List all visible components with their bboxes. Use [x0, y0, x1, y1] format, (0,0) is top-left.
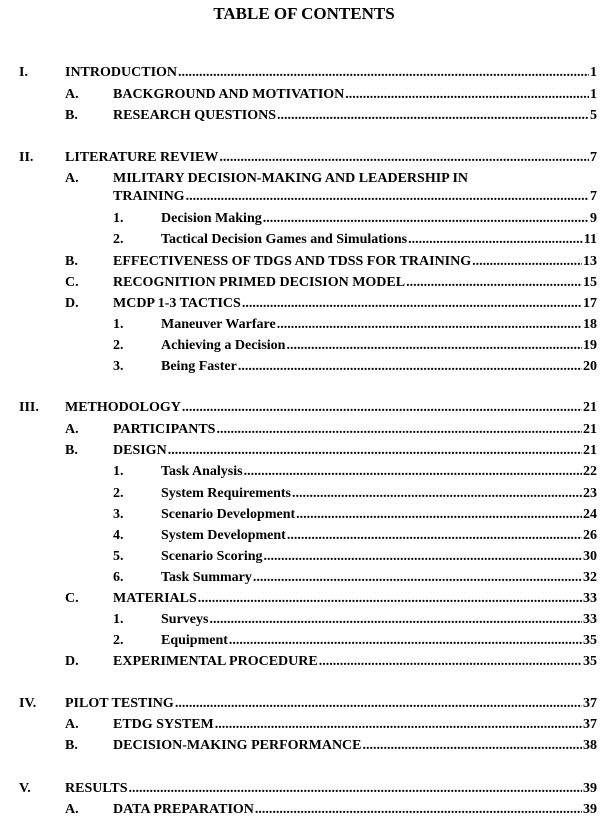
toc-page-number: 24	[583, 507, 597, 522]
toc-label: System Development	[161, 528, 286, 543]
toc-page-number: 11	[583, 232, 597, 247]
toc-entry-system-requirements[interactable]	[113, 485, 597, 503]
toc-number: 4.	[113, 528, 124, 543]
toc-leader-dots	[296, 506, 582, 524]
toc-label: LITERATURE REVIEW	[65, 150, 219, 165]
toc-leader-dots	[277, 107, 589, 125]
toc-entry-background[interactable]	[65, 86, 597, 104]
toc-entry-system-development[interactable]	[113, 527, 597, 545]
toc-entry-pilot-testing[interactable]	[19, 695, 597, 713]
toc-entry-task-summary[interactable]	[113, 569, 597, 587]
toc-number: 1.	[113, 464, 124, 479]
toc-number: V.	[19, 781, 31, 796]
toc-label: Being Faster	[161, 359, 237, 374]
toc-label: PARTICIPANTS	[113, 422, 216, 437]
toc-number: III.	[19, 400, 39, 415]
toc-entry-data-preparation[interactable]	[65, 801, 597, 819]
toc-page-number: 26	[583, 528, 597, 543]
toc-number: 3.	[113, 507, 124, 522]
toc-page-number: 15	[583, 275, 597, 290]
toc-label: MATERIALS	[113, 591, 197, 606]
toc-leader-dots	[406, 274, 582, 292]
toc-number: D.	[65, 654, 79, 669]
toc-entry-etdg-system[interactable]	[65, 716, 597, 734]
toc-label: Equipment	[161, 633, 228, 648]
toc-page-number: 21	[583, 400, 597, 415]
toc-leader-dots	[209, 611, 582, 629]
toc-leader-dots	[238, 358, 582, 376]
toc-entry-materials[interactable]	[65, 590, 597, 608]
toc-entry-task-analysis[interactable]	[113, 463, 597, 481]
toc-label: Decision Making	[161, 211, 262, 226]
toc-label-continued: TRAINING	[113, 189, 185, 204]
toc-leader-dots	[253, 569, 582, 587]
toc-page-number: 37	[583, 717, 597, 732]
toc-number: 6.	[113, 570, 124, 585]
toc-page-number: 22	[583, 464, 597, 479]
toc-entry-recognition-primed[interactable]	[65, 274, 597, 292]
toc-label: PILOT TESTING	[65, 696, 174, 711]
toc-number: 2.	[113, 633, 124, 648]
toc-page-number: 38	[583, 738, 597, 753]
toc-label: Scenario Development	[161, 507, 296, 522]
toc-page-number: 35	[583, 633, 597, 648]
toc-entry-research-questions[interactable]	[65, 107, 597, 125]
toc-page-number: 37	[583, 696, 597, 711]
toc-number: B.	[65, 254, 78, 269]
toc-page-number: 33	[583, 591, 597, 606]
toc-label: Task Analysis	[161, 464, 243, 479]
toc-page-number: 39	[583, 781, 597, 796]
toc-label: EFFECTIVENESS OF TDGS AND TDSS FOR TRAINING	[113, 254, 472, 269]
toc-page-number: 39	[583, 802, 597, 817]
toc-entry-literature-review[interactable]	[19, 149, 597, 167]
toc-page-number: 33	[583, 612, 597, 627]
toc-number: I.	[19, 65, 28, 80]
toc-number: 3.	[113, 359, 124, 374]
toc-leader-dots	[287, 527, 582, 545]
toc-page-number: 17	[583, 296, 597, 311]
toc-leader-dots	[244, 463, 582, 481]
toc-entry-military-decision-making[interactable]	[65, 170, 597, 188]
toc-page-number: 1	[590, 87, 597, 102]
toc-number: 1.	[113, 211, 124, 226]
toc-entry-experimental-procedure[interactable]	[65, 653, 597, 671]
toc-entry-equipment[interactable]	[113, 632, 597, 650]
toc-number: 2.	[113, 338, 124, 353]
toc-number: 5.	[113, 549, 124, 564]
toc-leader-dots	[129, 780, 582, 798]
toc-entry-being-faster[interactable]	[113, 358, 597, 376]
toc-number: A.	[65, 717, 79, 732]
toc-entry-methodology[interactable]	[19, 399, 597, 417]
toc-page-number: 20	[583, 359, 597, 374]
toc-leader-dots	[319, 653, 582, 671]
toc-number: IV.	[19, 696, 37, 711]
toc-page-number: 21	[583, 422, 597, 437]
toc-number: C.	[65, 591, 79, 606]
toc-entry-mcdp-tactics[interactable]	[65, 295, 597, 313]
toc-label: DATA PREPARATION	[113, 802, 254, 817]
toc-label: Surveys	[161, 612, 209, 627]
toc-number: A.	[65, 87, 79, 102]
toc-number: B.	[65, 108, 78, 123]
toc-label: INTRODUCTION	[65, 65, 178, 80]
toc-entry-achieving-decision[interactable]	[113, 337, 597, 355]
toc-page-number: 30	[583, 549, 597, 564]
toc-label: BACKGROUND AND MOTIVATION	[113, 87, 345, 102]
toc-leader-dots	[264, 548, 583, 566]
toc-number: 1.	[113, 317, 124, 332]
toc-label: METHODOLOGY	[65, 400, 181, 415]
toc-leader-dots	[277, 316, 582, 334]
toc-number: 2.	[113, 232, 124, 247]
toc-entry-scenario-scoring[interactable]	[113, 548, 597, 566]
toc-leader-dots	[286, 337, 582, 355]
toc-entry-scenario-development[interactable]	[113, 506, 597, 524]
toc-number: B.	[65, 443, 78, 458]
toc-leader-dots	[216, 421, 582, 439]
toc-number: A.	[65, 422, 79, 437]
toc-label: Achieving a Decision	[161, 338, 286, 353]
toc-label: Tactical Decision Games and Simulations	[161, 232, 408, 247]
toc-number: II.	[19, 150, 34, 165]
toc-number: A.	[65, 171, 79, 186]
toc-page-number: 18	[583, 317, 597, 332]
toc-label: EXPERIMENTAL PROCEDURE	[113, 654, 318, 669]
toc-page-number: 9	[590, 211, 597, 226]
toc-label: Maneuver Warfare	[161, 317, 276, 332]
toc-number: 1.	[113, 612, 124, 627]
toc-leader-dots	[198, 590, 582, 608]
toc-leader-dots	[345, 86, 589, 104]
toc-leader-dots	[229, 632, 582, 650]
toc-entry-surveys[interactable]	[113, 611, 597, 629]
toc-leader-dots	[242, 295, 582, 313]
toc-entry-design[interactable]	[65, 442, 597, 460]
toc-page-number: 21	[583, 443, 597, 458]
toc-leader-dots	[255, 801, 582, 819]
toc-label: ETDG SYSTEM	[113, 717, 214, 732]
page-title: TABLE OF CONTENTS	[213, 4, 395, 23]
toc-label: MILITARY DECISION-MAKING AND LEADERSHIP IN	[113, 171, 468, 186]
toc-label: DESIGN	[113, 443, 167, 458]
toc-leader-dots	[363, 737, 583, 755]
toc-number: C.	[65, 275, 79, 290]
toc-entry-tactical-decision-games[interactable]	[113, 231, 597, 249]
toc-number: A.	[65, 802, 79, 817]
toc-entry-results[interactable]	[19, 780, 597, 798]
toc-page-number: 1	[590, 65, 597, 80]
toc-entry-introduction[interactable]	[19, 64, 597, 82]
toc-number: 2.	[113, 486, 124, 501]
toc-label: Task Summary	[161, 570, 252, 585]
toc-page-number: 19	[583, 338, 597, 353]
toc-page-number: 5	[590, 108, 597, 123]
toc-entry-participants[interactable]	[65, 421, 597, 439]
toc-leader-dots	[219, 149, 589, 167]
toc-label: DECISION-MAKING PERFORMANCE	[113, 738, 362, 753]
toc-entry-maneuver-warfare[interactable]	[113, 316, 597, 334]
toc-label: System Requirements	[161, 486, 292, 501]
toc-number: B.	[65, 738, 78, 753]
toc-leader-dots	[178, 64, 589, 82]
toc-page-number: 23	[583, 486, 597, 501]
toc-entry-decision-making-performance[interactable]	[65, 737, 597, 755]
toc-label: Scenario Scoring	[161, 549, 263, 564]
toc-page-number: 32	[583, 570, 597, 585]
toc-leader-dots	[182, 399, 582, 417]
toc-entry-military-decision-making-continued[interactable]	[113, 188, 597, 206]
toc-leader-dots	[186, 188, 589, 206]
toc-leader-dots	[263, 210, 589, 228]
toc-label: RESEARCH QUESTIONS	[113, 108, 276, 123]
toc-page-number: 7	[590, 189, 597, 204]
toc-label: RESULTS	[65, 781, 128, 796]
toc-number: D.	[65, 296, 79, 311]
toc-leader-dots	[168, 442, 582, 460]
toc-page-number: 35	[583, 654, 597, 669]
toc-leader-dots	[408, 231, 583, 249]
toc-leader-dots	[175, 695, 582, 713]
toc-leader-dots	[472, 253, 582, 271]
toc-leader-dots	[292, 485, 582, 503]
toc-label: MCDP 1-3 TACTICS	[113, 296, 241, 311]
toc-entry-effectiveness[interactable]	[65, 253, 597, 271]
toc-leader-dots	[215, 716, 582, 734]
toc-entry-decision-making[interactable]	[113, 210, 597, 228]
toc-page-number: 7	[590, 150, 597, 165]
toc-page-number: 13	[583, 254, 597, 269]
toc-label: RECOGNITION PRIMED DECISION MODEL	[113, 275, 406, 290]
